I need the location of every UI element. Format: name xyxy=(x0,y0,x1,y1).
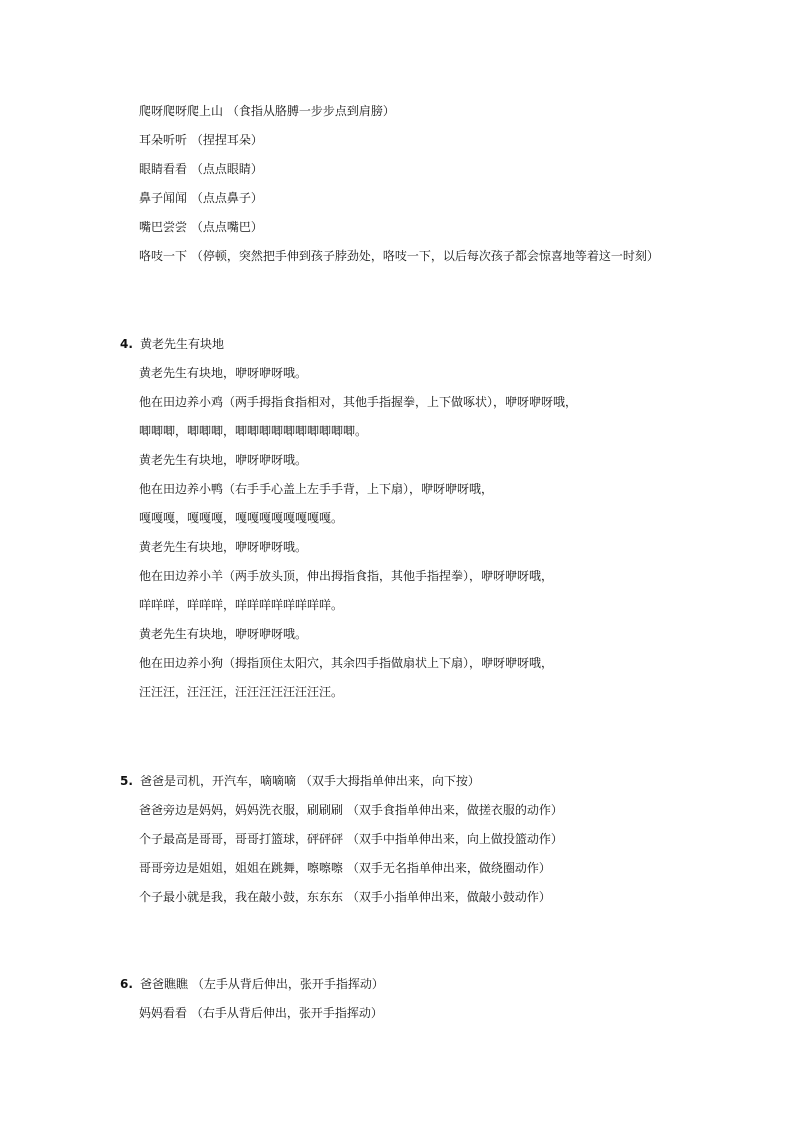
text-line: 咯吱一下 （停顿，突然把手伸到孩子脖劲处，咯吱一下，以后每次孩子都会惊喜地等着这一时刻） xyxy=(139,249,659,263)
text-line: 眼睛看看 （点点眼睛） xyxy=(139,162,263,176)
section-heading xyxy=(120,976,384,992)
section-title: 爸爸是司机，开汽车，嘀嘀嘀 （双手大拇指单伸出来，向下按） xyxy=(140,774,480,788)
text-line: 哥哥旁边是姐姐，姐姐在跳舞，嚓嚓嚓 （双手无名指单伸出来，做绕圈动作） xyxy=(139,861,551,875)
text-line: 他在田边养小狗（拇指顶住太阳穴，其余四手指做扇状上下扇），咿呀咿呀哦， xyxy=(139,656,554,670)
text-line: 嘎嘎嘎，嘎嘎嘎，嘎嘎嘎嘎嘎嘎嘎嘎。 xyxy=(139,511,344,525)
text-line: 黄老先生有块地，咿呀咿呀哦。 xyxy=(139,540,308,554)
text-line: 他在田边养小鸡（两手拇指食指相对，其他手指握拳，上下做啄状），咿呀咿呀哦， xyxy=(139,395,578,409)
text-line: 黄老先生有块地，咿呀咿呀哦。 xyxy=(139,627,308,641)
text-line: 他在田边养小鸭（右手手心盖上左手手背，上下扇），咿呀咿呀哦， xyxy=(139,482,494,496)
text-line: 黄老先生有块地，咿呀咿呀哦。 xyxy=(139,453,308,467)
text-line: 个子最小就是我，我在敲小鼓，东东东 （双手小指单伸出来，做敲小鼓动作） xyxy=(139,890,551,904)
text-line: 个子最高是哥哥，哥哥打篮球，砰砰砰 （双手中指单伸出来，向上做投篮动作） xyxy=(139,832,563,846)
text-line: 爬呀爬呀爬上山 （食指从胳膊一步步点到肩膀） xyxy=(139,104,395,118)
section-heading xyxy=(120,773,480,789)
section-title: 爸爸瞧瞧 （左手从背后伸出，张开手指挥动） xyxy=(140,977,384,991)
section-title: 黄老先生有块地 xyxy=(140,337,225,351)
text-line: 妈妈看看 （右手从背后伸出，张开手指挥动） xyxy=(139,1006,383,1020)
text-line: 咩咩咩，咩咩咩，咩咩咩咩咩咩咩咩。 xyxy=(139,598,344,612)
text-line: 耳朵听听 （捏捏耳朵） xyxy=(139,133,263,147)
text-line: 汪汪汪，汪汪汪，汪汪汪汪汪汪汪汪。 xyxy=(139,685,344,699)
section-number: 4. xyxy=(120,337,133,351)
section-number: 5. xyxy=(120,774,133,788)
section-heading xyxy=(120,336,224,352)
text-line: 爸爸旁边是妈妈，妈妈洗衣服，刷刷刷 （双手食指单伸出来，做搓衣服的动作） xyxy=(139,803,563,817)
text-line: 唧唧唧，唧唧唧，唧唧唧唧唧唧唧唧唧唧。 xyxy=(139,424,368,438)
section-number: 6. xyxy=(120,977,133,991)
text-line: 鼻子闻闻 （点点鼻子） xyxy=(139,191,263,205)
text-line: 黄老先生有块地，咿呀咿呀哦。 xyxy=(139,366,308,380)
text-line: 他在田边养小羊（两手放头顶，伸出拇指食指，其他手指捏拳），咿呀咿呀哦， xyxy=(139,569,554,583)
text-line: 嘴巴尝尝 （点点嘴巴） xyxy=(139,220,263,234)
